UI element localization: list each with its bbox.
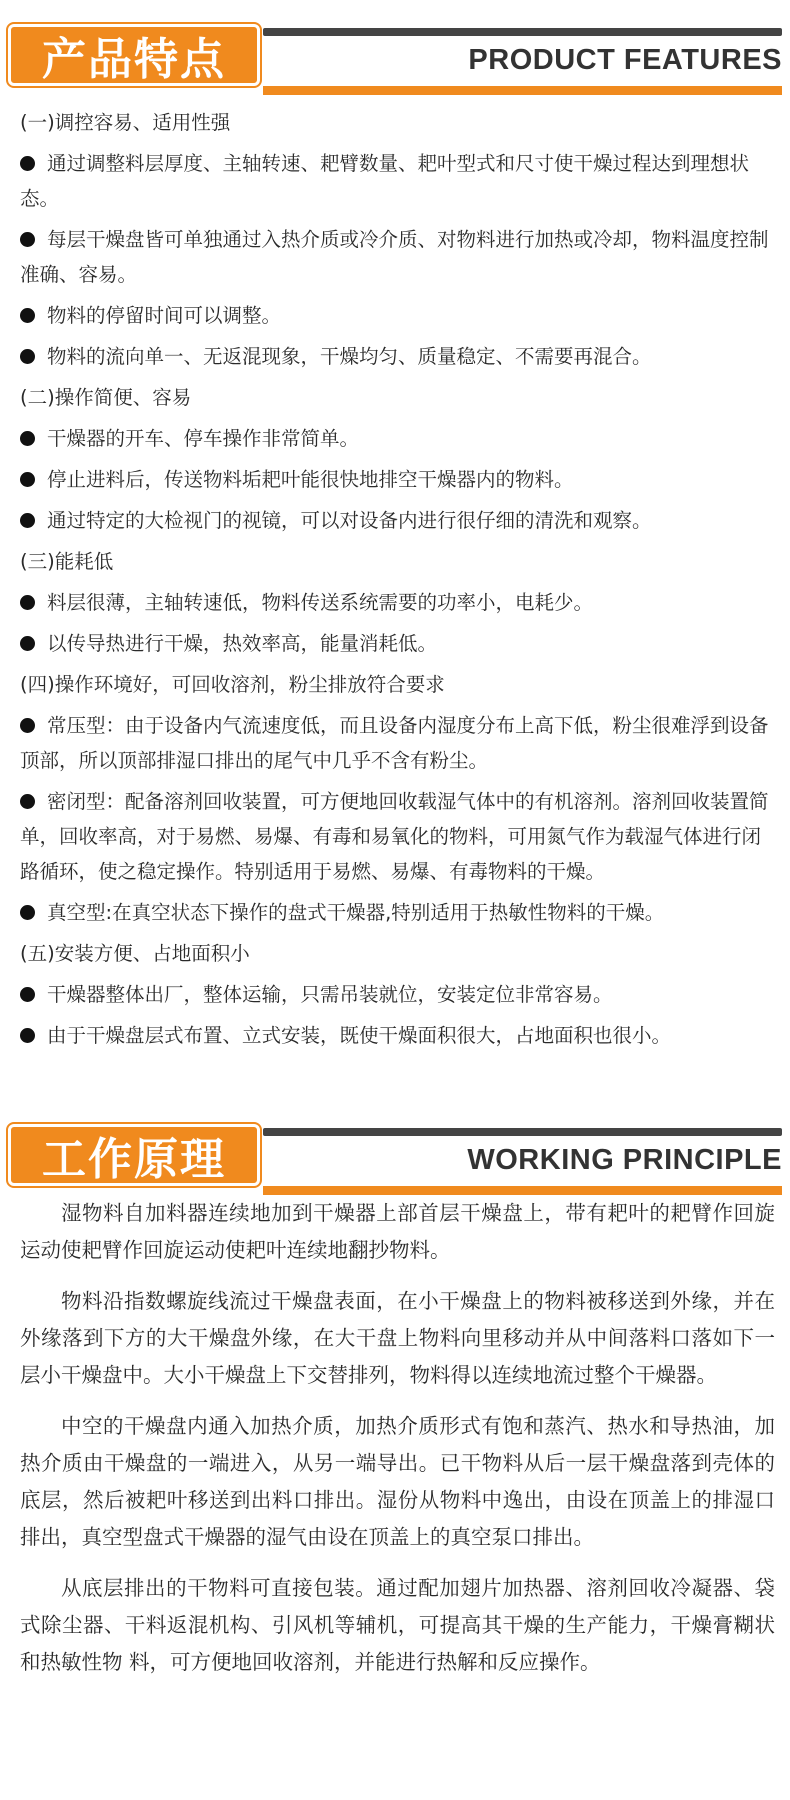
principle-title-en: WORKING PRINCIPLE xyxy=(467,1144,782,1176)
feature-item xyxy=(20,977,778,1012)
feature-item xyxy=(20,339,778,374)
feature-category-heading: (五)安装方便、占地面积小 xyxy=(20,942,250,965)
bullet-dot-icon xyxy=(20,718,35,733)
feature-item-text: 停止进料后，传送物料垢耙叶能很快地排空干燥器内的物料。 xyxy=(47,468,574,491)
feature-item xyxy=(20,503,778,538)
feature-item xyxy=(20,146,778,216)
feature-item xyxy=(20,708,778,778)
bullet-dot-icon xyxy=(20,1028,35,1043)
feature-item-text: 料层很薄，主轴转速低，物料传送系统需要的功率小，电耗少。 xyxy=(47,591,594,614)
bullet-dot-icon xyxy=(20,472,35,487)
bullet-dot-icon xyxy=(20,156,35,171)
principle-paragraph: 物料沿指数螺旋线流过干燥盘表面，在小干燥盘上的物料被移送到外缘，并在外缘落到下方的大干燥盘外缘，在大干盘上物料向里移动并从中间落料口落如下一层小干燥盘中。大小干燥盘上下交替排列，物料得以连续地流过整个干燥器。 xyxy=(20,1289,775,1387)
bullet-dot-icon xyxy=(20,308,35,323)
feature-item-text: 干燥器的开车、停车操作非常简单。 xyxy=(47,427,360,450)
header-dark-bar xyxy=(263,28,782,36)
features-header xyxy=(8,24,782,90)
feature-category-heading: (二)操作简便、容易 xyxy=(20,386,192,409)
principle-title-cn: 工作原理 xyxy=(42,1134,226,1185)
feature-item-text: 通过特定的大检视门的视镜，可以对设备内进行很仔细的清洗和观察。 xyxy=(47,509,652,532)
header-orange-line xyxy=(263,86,782,95)
feature-category-heading: (三)能耗低 xyxy=(20,550,114,573)
bullet-dot-icon xyxy=(20,513,35,528)
feature-item xyxy=(20,626,778,661)
bullet-dot-icon xyxy=(20,232,35,247)
feature-item xyxy=(20,1018,778,1053)
feature-item-text: 干燥器整体出厂，整体运输，只需吊装就位，安装定位非常容易。 xyxy=(47,983,613,1006)
header-orange-line xyxy=(263,1186,782,1195)
header-dark-bar xyxy=(263,1128,782,1136)
feature-item-text: 密闭型：配备溶剂回收装置，可方便地回收载湿气体中的有机溶剂。溶剂回收装置简单，回收率高，对于易燃、易爆、有毒和易氧化的物料，可用氮气作为载湿气体进行闭路循环，使之稳定操作。特别适用于易燃、易爆、有毒物料的干燥。 xyxy=(20,790,769,883)
feature-item xyxy=(20,462,778,497)
bullet-dot-icon xyxy=(20,636,35,651)
bullet-dot-icon xyxy=(20,794,35,809)
feature-item-text: 通过调整料层厚度、主轴转速、耙臂数量、耙叶型式和尺寸使干燥过程达到理想状态。 xyxy=(20,152,750,210)
bullet-dot-icon xyxy=(20,905,35,920)
feature-item xyxy=(20,222,778,292)
bullet-dot-icon xyxy=(20,431,35,446)
feature-item xyxy=(20,298,778,333)
feature-item-text: 每层干燥盘皆可单独通过入热介质或冷介质、对物料进行加热或冷却，物料温度控制准确、容易。 xyxy=(20,228,769,286)
bullet-dot-icon xyxy=(20,349,35,364)
feature-item xyxy=(20,421,778,456)
bullet-dot-icon xyxy=(20,595,35,610)
principle-header xyxy=(8,1124,782,1190)
features-title-en: PRODUCT FEATURES xyxy=(468,44,782,76)
principle-paragraph: 湿物料自加料器连续地加到干燥器上部首层干燥盘上，带有耙叶的耙臂作回旋运动使耙臂作回旋运动使耙叶连续地翻抄物料。 xyxy=(20,1201,775,1262)
features-title-box xyxy=(8,24,260,86)
feature-item-text: 物料的停留时间可以调整。 xyxy=(47,304,282,327)
features-title-cn: 产品特点 xyxy=(42,34,226,85)
feature-item-text: 真空型:在真空状态下操作的盘式干燥器,特别适用于热敏性物料的干燥。 xyxy=(47,901,665,924)
feature-category-heading: (一)调控容易、适用性强 xyxy=(20,111,231,134)
principle-title-box xyxy=(8,1124,260,1186)
feature-item xyxy=(20,784,778,889)
principle-paragraph: 中空的干燥盘内通入加热介质，加热介质形式有饱和蒸汽、热水和导热油，加热介质由干燥盘的一端进入，从另一端导出。已干物料从后一层干燥盘落到壳体的底层，然后被耙叶移送到出料口排出。湿份从物料中逸出，由设在顶盖上的排湿口排出，真空型盘式干燥器的湿气由设在顶盖上的真空泵口排出。 xyxy=(20,1414,775,1549)
principle-body xyxy=(20,1195,775,1695)
feature-item-text: 由于干燥盘层式布置、立式安装，既使干燥面积很大，占地面积也很小。 xyxy=(47,1024,672,1047)
features-body xyxy=(20,105,778,1059)
feature-item-text: 常压型：由于设备内气流速度低，而且设备内湿度分布上高下低，粉尘很难浮到设备顶部，所以顶部排湿口排出的尾气中几乎不含有粉尘。 xyxy=(20,714,769,772)
feature-item-text: 以传导热进行干燥，热效率高，能量消耗低。 xyxy=(47,632,438,655)
feature-item xyxy=(20,895,778,930)
bullet-dot-icon xyxy=(20,987,35,1002)
feature-item-text: 物料的流向单一、无返混现象，干燥均匀、质量稳定、不需要再混合。 xyxy=(47,345,652,368)
feature-category-heading: (四)操作环境好，可回收溶剂，粉尘排放符合要求 xyxy=(20,673,445,696)
feature-item xyxy=(20,585,778,620)
principle-paragraph: 从底层排出的干物料可直接包装。通过配加翅片加热器、溶剂回收冷凝器、袋式除尘器、干料返混机构、引风机等辅机，可提高其干燥的生产能力，干燥膏糊状和热敏性物 料，可方便地回收溶剂，并能进行热解和反应操作。 xyxy=(20,1576,775,1674)
